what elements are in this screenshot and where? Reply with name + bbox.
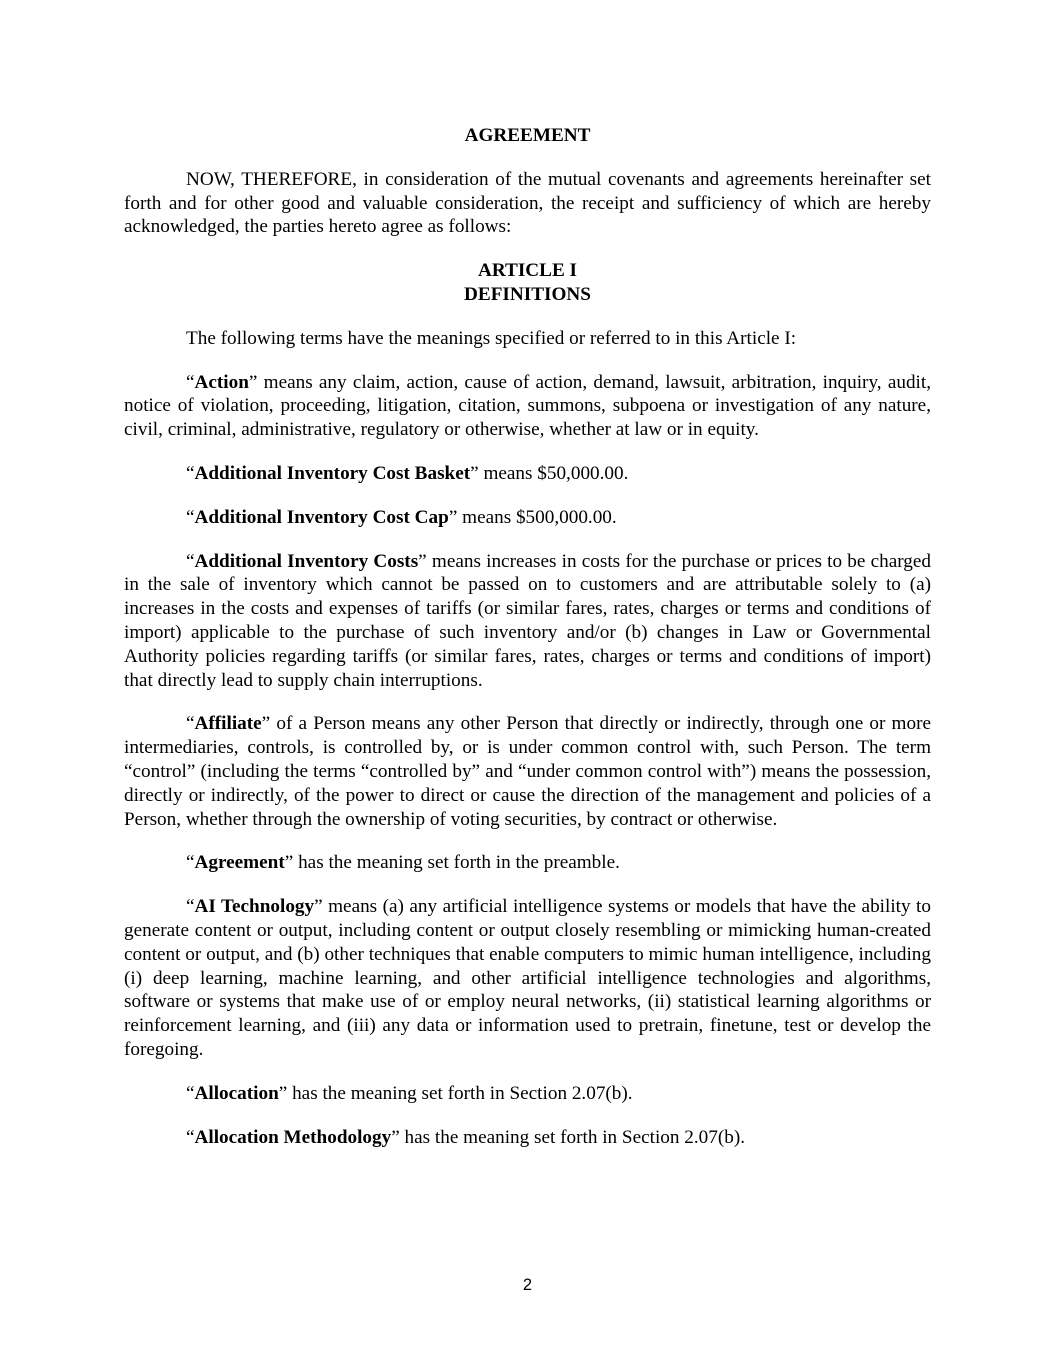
close-quote: ” — [470, 462, 479, 484]
open-quote: “ — [186, 506, 195, 528]
definition-text: has the meaning set forth in Section 2.07(b). — [287, 1082, 633, 1104]
definition-text: means $50,000.00. — [478, 462, 629, 484]
open-quote: “ — [186, 852, 195, 874]
defined-term: Allocation — [194, 1082, 279, 1104]
article-title: DEFINITIONS — [464, 283, 591, 305]
open-quote: “ — [186, 550, 195, 572]
definition-additional-inventory-costs — [124, 550, 931, 693]
definition-ai-technology — [124, 895, 931, 1062]
preamble-paragraph: NOW, THEREFORE, in consideration of the mutual covenants and agreements hereinafter set forth and for other good and valuable consideration, the receipt and sufficiency of which are hereby acknowledged, the parties hereto agree as follows: — [124, 168, 931, 238]
open-quote: “ — [186, 1126, 195, 1148]
defined-term: Additional Inventory Costs — [194, 550, 419, 572]
definition-text: means increases in costs for the purchase or prices to be charged in the sale of inventory which cannot be passed on to customers and are attributable solely to (a) increases in the costs and expenses of tariffs (or similar fares, rates, charges or terms and conditions of import) applicable to the purchase of such inventory and/or (b) changes in Law or Governmental Authority policies regarding tariffs (or similar fares, rates, charges or terms and conditions of import) that directly lead to supply chain interruptions. — [124, 550, 931, 691]
open-quote: “ — [186, 1082, 195, 1104]
definition-additional-inventory-cost-basket — [124, 462, 931, 486]
definition-additional-inventory-cost-cap — [124, 506, 931, 530]
definition-text: means (a) any artificial intelligence systems or models that have the ability to generate content or output, including content or output closely resembling or mimicking human-created content or output, and (b) other techniques that enable computers to mimic human intelligence, including (i) deep learning, machine learning, and other artificial intelligence technologies and algorithms, software or systems that make use of or employ neural networks, (ii) statistical learning algorithms or reinforcement learning, and (iii) any data or information used to pretrain, finetune, test or develop the foregoing. — [124, 896, 931, 1060]
agreement-heading: AGREEMENT — [464, 125, 591, 146]
defined-term: Affiliate — [194, 713, 262, 735]
open-quote: “ — [186, 896, 195, 918]
definition-allocation-methodology — [124, 1126, 931, 1150]
definitions-intro: The following terms have the meanings specified or referred to in this Article I: — [186, 327, 797, 349]
definition-text: means any claim, action, cause of action, demand, lawsuit, arbitration, inquiry, audit, notice of violation, proceeding, litigation, citation, summons, subpoena or investigation of any nature, civil, criminal, administrative, regulatory or otherwise, whether at law or in equity. — [124, 371, 931, 441]
article-header — [124, 259, 931, 307]
article-number: ARTICLE I — [477, 260, 578, 282]
defined-term: Allocation Methodology — [194, 1126, 392, 1148]
close-quote: ” — [284, 852, 294, 874]
close-quote: ” — [248, 371, 258, 393]
page-number: 2 — [522, 1276, 533, 1294]
definition-text: has the meaning set forth in Section 2.07(b). — [399, 1126, 746, 1148]
defined-term: AI Technology — [194, 896, 315, 918]
close-quote: ” — [314, 896, 323, 918]
defined-term: Action — [194, 371, 249, 393]
definition-agreement — [124, 851, 931, 875]
open-quote: “ — [186, 713, 195, 735]
definition-affiliate — [124, 712, 931, 831]
close-quote: ” — [391, 1126, 400, 1148]
defined-term: Additional Inventory Cost Basket — [194, 462, 471, 484]
open-quote: “ — [186, 462, 195, 484]
definition-text: has the meaning set forth in the preamble. — [293, 852, 620, 874]
definition-text: of a Person means any other Person that directly or indirectly, through one or more intermediaries, controls, is controlled by, or is under common control with, such Person. The term “control” (including the terms “controlled by” and “under common control with”) means the possession, directly or indirectly, of the power to direct or cause the direction of the management and policies of a Person, whether through the ownership of voting securities, by contract or otherwise. — [124, 713, 931, 830]
close-quote: ” — [418, 550, 427, 572]
definition-text: means $500,000.00. — [457, 506, 617, 528]
close-quote: ” — [448, 506, 458, 528]
definition-allocation — [124, 1082, 931, 1106]
defined-term: Additional Inventory Cost Cap — [194, 506, 449, 528]
open-quote: “ — [186, 371, 195, 393]
definition-action — [124, 371, 931, 442]
defined-term: Agreement — [194, 852, 285, 874]
close-quote: ” — [261, 713, 271, 735]
close-quote: ” — [278, 1082, 288, 1104]
document-page — [124, 124, 931, 1149]
